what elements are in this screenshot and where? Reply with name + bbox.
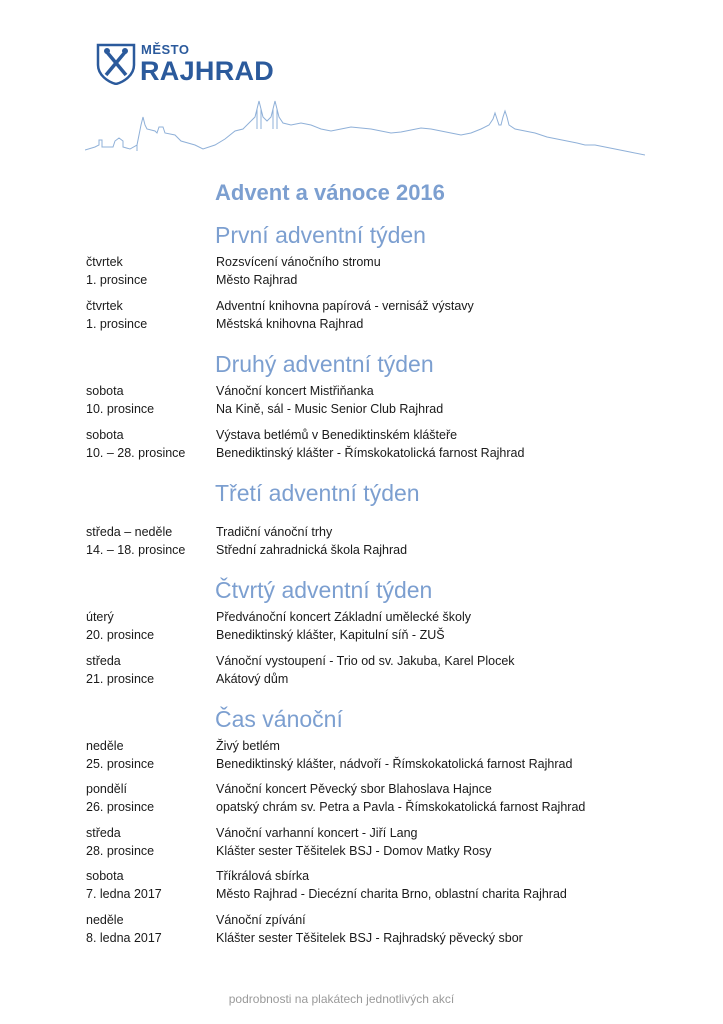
event-name: Tradiční vánoční trhy xyxy=(216,525,333,539)
event-day: středa – neděle xyxy=(86,525,173,539)
event-place: Akátový dům xyxy=(216,672,289,686)
list-item xyxy=(86,608,686,648)
list-item xyxy=(86,737,686,777)
logo-town-label: MĚSTO xyxy=(141,42,190,57)
section-heading: Druhý adventní týden xyxy=(215,351,434,377)
event-place: Benediktinský klášter - Římskokatolická farnost Rajhrad xyxy=(216,446,525,460)
town-logo xyxy=(96,41,296,87)
event-date: 21. prosince xyxy=(86,672,155,686)
event-place: Klášter sester Těšitelek BSJ - Domov Matky Rosy xyxy=(216,844,492,858)
event-day: sobota xyxy=(86,869,124,883)
event-day: neděle xyxy=(86,913,124,927)
event-name: Vánoční varhanní koncert - Jiří Lang xyxy=(216,826,418,840)
event-date: 7. ledna 2017 xyxy=(86,887,162,901)
list-item xyxy=(86,911,686,951)
event-day: neděle xyxy=(86,739,124,753)
event-day: středa xyxy=(86,654,121,668)
event-place: Benediktinský klášter, nádvoří - Římskokatolická farnost Rajhrad xyxy=(216,757,573,771)
event-name: Vánoční koncert Mistřiňanka xyxy=(216,384,374,398)
coat-of-arms-icon xyxy=(96,43,136,85)
event-place: Střední zahradnická škola Rajhrad xyxy=(216,543,408,557)
list-item xyxy=(86,426,686,466)
event-day: úterý xyxy=(86,610,114,624)
list-item xyxy=(86,382,686,422)
event-name: Vánoční zpívání xyxy=(216,913,306,927)
event-name: Předvánoční koncert Základní umělecké školy xyxy=(216,610,471,624)
event-date: 10. – 28. prosince xyxy=(86,446,186,460)
event-date: 8. ledna 2017 xyxy=(86,931,162,945)
event-day: sobota xyxy=(86,384,124,398)
event-name: Vánoční koncert Pěvecký sbor Blahoslava Hajnce xyxy=(216,782,492,796)
list-item xyxy=(86,867,686,907)
event-place: Benediktinský klášter, Kapitulní síň - ZUŠ xyxy=(216,628,445,642)
event-day: sobota xyxy=(86,428,124,442)
event-place: Klášter sester Těšitelek BSJ - Rajhradský pěvecký sbor xyxy=(216,931,523,945)
list-item xyxy=(86,652,686,692)
event-date: 1. prosince xyxy=(86,273,148,287)
event-name: Živý betlém xyxy=(216,739,280,753)
event-day: čtvrtek xyxy=(86,255,123,269)
section-heading: Třetí adventní týden xyxy=(215,480,420,506)
event-date: 28. prosince xyxy=(86,844,155,858)
event-place: opatský chrám sv. Petra a Pavla - Římskokatolická farnost Rajhrad xyxy=(216,800,586,814)
list-item xyxy=(86,824,686,864)
logo-town-name: RAJHRAD xyxy=(140,56,275,86)
list-item xyxy=(86,780,686,820)
event-day: pondělí xyxy=(86,782,128,796)
list-item xyxy=(86,253,686,293)
list-item xyxy=(86,523,686,563)
town-skyline-icon xyxy=(85,95,645,167)
section-heading: Čas vánoční xyxy=(215,706,343,732)
event-name: Výstava betlémů v Benediktinském klášteře xyxy=(216,428,458,442)
event-date: 20. prosince xyxy=(86,628,155,642)
section-heading: Čtvrtý adventní týden xyxy=(215,577,433,603)
event-name: Tříkrálová sbírka xyxy=(216,869,310,883)
event-day: středa xyxy=(86,826,121,840)
list-item xyxy=(86,297,686,337)
event-place: Na Kině, sál - Music Senior Club Rajhrad xyxy=(216,402,444,416)
event-day: čtvrtek xyxy=(86,299,123,313)
event-date: 25. prosince xyxy=(86,757,155,771)
page-title: Advent a vánoce 2016 xyxy=(215,180,445,205)
event-place: Městská knihovna Rajhrad xyxy=(216,317,364,331)
event-date: 26. prosince xyxy=(86,800,155,814)
event-date: 1. prosince xyxy=(86,317,148,331)
footer-note: podrobnosti na plakátech jednotlivých akcí xyxy=(228,992,455,1006)
event-place: Město Rajhrad - Diecézní charita Brno, oblastní charita Rajhrad xyxy=(216,887,567,901)
event-date: 14. – 18. prosince xyxy=(86,543,186,557)
event-name: Vánoční vystoupení - Trio od sv. Jakuba, Karel Plocek xyxy=(216,654,515,668)
section-heading: První adventní týden xyxy=(215,222,426,248)
event-place: Město Rajhrad xyxy=(216,273,298,287)
event-name: Rozsvícení vánočního stromu xyxy=(216,255,381,269)
event-date: 10. prosince xyxy=(86,402,155,416)
event-name: Adventní knihovna papírová - vernisáž výstavy xyxy=(216,299,474,313)
